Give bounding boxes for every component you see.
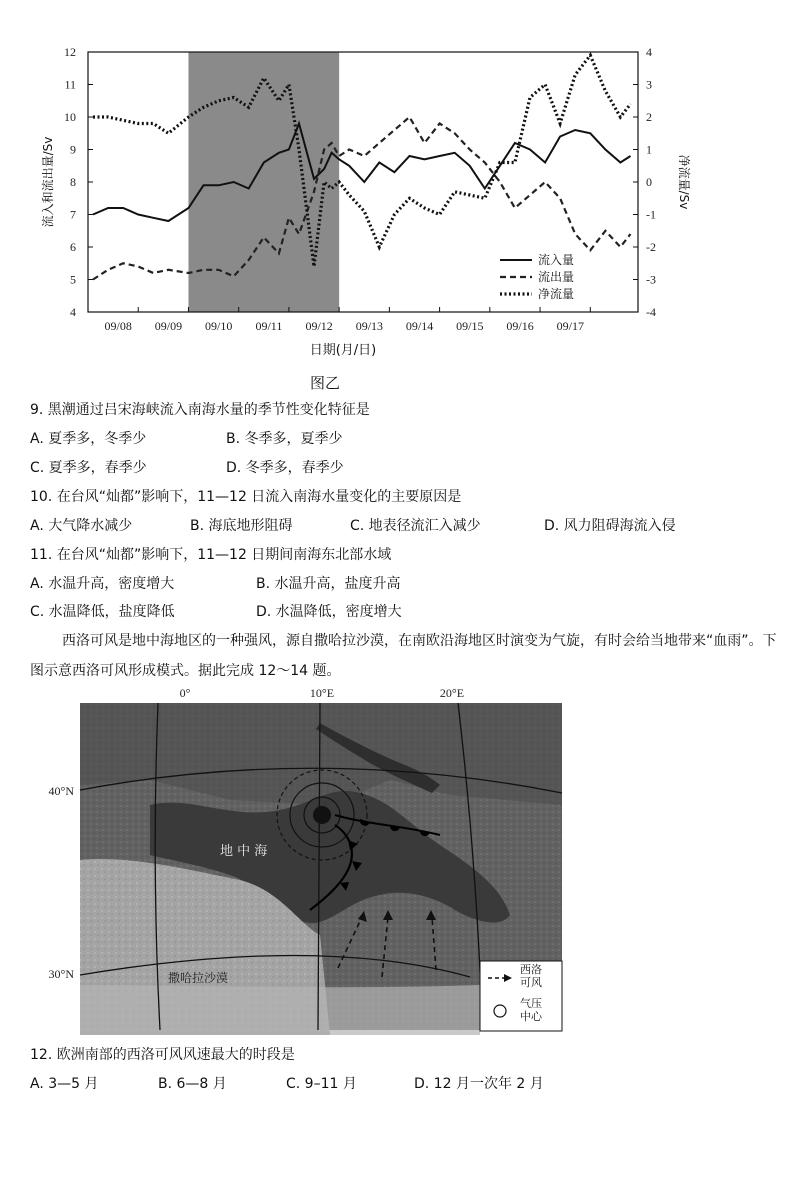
left-tick-label: 12 bbox=[64, 45, 76, 59]
series-line-3 bbox=[93, 55, 631, 266]
lat-label-30n: 30°N bbox=[48, 967, 74, 981]
right-tick-label: -1 bbox=[646, 207, 656, 222]
x-tick-label: 09/10 bbox=[205, 319, 233, 333]
question-11-options-row2 bbox=[30, 602, 790, 622]
q10-option-d[interactable]: D. 风力阻碍海流入侵 bbox=[544, 518, 676, 534]
question-10-options bbox=[30, 516, 790, 536]
left-tick-label: 5 bbox=[70, 272, 76, 287]
q10-option-c[interactable]: C. 地表径流汇入减少 bbox=[350, 518, 481, 534]
q9-option-b[interactable]: B. 冬季多，夏季少 bbox=[226, 431, 343, 447]
q9-option-a[interactable]: A. 夏季多，冬季少 bbox=[30, 431, 147, 447]
chart-axes bbox=[40, 45, 692, 358]
right-tick-label: 4 bbox=[646, 45, 652, 59]
q10-option-a[interactable]: A. 大气降水减少 bbox=[30, 518, 133, 534]
legend-wind-label: 西洛可风 bbox=[520, 963, 542, 989]
left-tick-label: 6 bbox=[70, 240, 76, 254]
left-tick-label: 11 bbox=[64, 77, 76, 92]
x-tick-label: 09/08 bbox=[104, 319, 132, 333]
x-tick-label: 09/14 bbox=[405, 319, 434, 333]
x-tick-label: 09/15 bbox=[456, 319, 484, 333]
question-12-options bbox=[30, 1074, 790, 1094]
legend-label-3: 净流量 bbox=[538, 287, 575, 301]
figure-caption: 图乙 bbox=[310, 374, 341, 392]
x-axis-title: 日期(月/日) bbox=[309, 343, 377, 358]
q12-option-d[interactable]: D. 12 月一次年 2 月 bbox=[414, 1076, 544, 1092]
x-tick-label: 09/13 bbox=[355, 319, 384, 333]
left-tick-label: 10 bbox=[64, 110, 76, 124]
lon-label-10e: 10°E bbox=[309, 686, 335, 700]
q12-option-c[interactable]: C. 9–11 月 bbox=[286, 1076, 357, 1092]
passage-text: 西洛可风是地中海地区的一种强风，源自撒哈拉沙漠，在南欧沿海地区时演变为气旋，有时会给当地带来“血雨”。下图示意西洛可风形成模式。据此完成 12～14 题。 bbox=[30, 633, 777, 679]
y-axis-left-title: 流入和流出量/Sv bbox=[41, 136, 55, 228]
right-tick-label: 1 bbox=[646, 142, 652, 157]
q12-option-b[interactable]: B. 6—8 月 bbox=[158, 1076, 227, 1092]
passage bbox=[30, 626, 780, 686]
right-tick-label: -4 bbox=[646, 305, 656, 319]
legend-label-2: 流出量 bbox=[538, 270, 575, 284]
lon-label-0: 0° bbox=[179, 686, 191, 700]
lat-label-40n: 40°N bbox=[48, 784, 74, 798]
q10-option-b[interactable]: B. 海底地形阻碍 bbox=[190, 518, 293, 534]
right-tick-label: 3 bbox=[646, 77, 652, 92]
left-tick-label: 7 bbox=[70, 207, 76, 222]
flow-chart bbox=[30, 40, 730, 370]
q9-option-d[interactable]: D. 冬季多，春季少 bbox=[226, 460, 344, 476]
q12-option-a[interactable]: A. 3—5 月 bbox=[30, 1076, 99, 1092]
right-tick-label: 2 bbox=[646, 110, 652, 124]
series-line-1 bbox=[93, 124, 631, 222]
chart-series bbox=[93, 55, 631, 279]
question-12-stem: 12. 欧洲南部的西洛可风风速最大的时段是 bbox=[30, 1047, 295, 1063]
sirocco-map bbox=[30, 685, 570, 1035]
legend-label-1: 流入量 bbox=[538, 253, 575, 267]
chart-legend bbox=[500, 252, 574, 301]
question-9-options-row1 bbox=[30, 429, 790, 449]
q9-option-c[interactable]: C. 夏季多，春季少 bbox=[30, 460, 147, 476]
q11-option-b[interactable]: B. 水温升高，盐度升高 bbox=[256, 576, 401, 592]
question-10-stem: 10. 在台风“灿都”影响下，11—12 日流入南海水量变化的主要原因是 bbox=[30, 489, 462, 505]
left-tick-label: 9 bbox=[70, 142, 76, 157]
right-tick-label: 0 bbox=[646, 175, 652, 189]
x-tick-label: 09/12 bbox=[305, 319, 333, 333]
right-tick-label: -3 bbox=[646, 272, 656, 287]
map-legend bbox=[480, 961, 562, 1031]
lon-label-20e: 20°E bbox=[439, 686, 465, 700]
x-tick-label: 09/17 bbox=[556, 319, 584, 333]
left-tick-label: 8 bbox=[70, 175, 76, 189]
x-tick-label: 09/09 bbox=[154, 319, 183, 333]
q11-option-d[interactable]: D. 水温降低，密度增大 bbox=[256, 604, 402, 620]
question-9-stem: 9. 黑潮通过吕宋海峡流入南海水量的季节性变化特征是 bbox=[30, 402, 370, 418]
q11-option-a[interactable]: A. 水温升高，密度增大 bbox=[30, 576, 175, 592]
sahara-label: 撒哈拉沙漠 bbox=[168, 971, 229, 985]
x-tick-label: 09/11 bbox=[255, 319, 283, 333]
question-11-stem: 11. 在台风“灿都”影响下，11—12 日期间南海东北部水域 bbox=[30, 547, 392, 563]
q11-option-c[interactable]: C. 水温降低，盐度降低 bbox=[30, 604, 175, 620]
question-9-options-row2 bbox=[30, 458, 790, 478]
legend-pressure-label: 气压中心 bbox=[520, 997, 542, 1023]
y-axis-right-title: 净流量/Sv bbox=[677, 154, 691, 210]
left-tick-label: 4 bbox=[70, 305, 76, 319]
question-11-options-row1 bbox=[30, 574, 790, 594]
right-tick-label: -2 bbox=[646, 240, 656, 254]
x-tick-label: 09/16 bbox=[506, 319, 534, 333]
mediterranean-label: 地 中 海 bbox=[220, 844, 268, 859]
